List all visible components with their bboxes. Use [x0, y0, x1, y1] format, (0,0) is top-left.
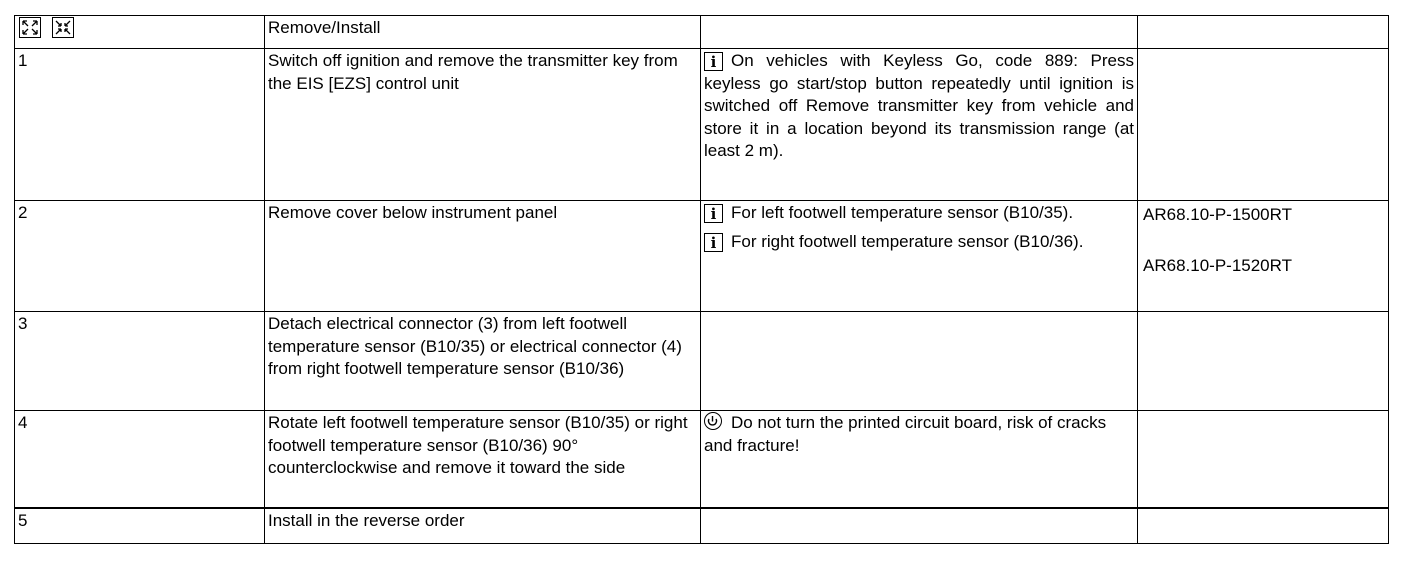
expand-icon[interactable] [19, 17, 41, 38]
table-row [15, 312, 1389, 411]
header-title: Remove/Install [265, 16, 701, 49]
step-refs [1138, 201, 1389, 312]
step-action: Remove cover below instrument panel [265, 201, 701, 312]
step-number: 3 [15, 312, 265, 411]
reference-link[interactable]: AR68.10-P-1520RT [1143, 255, 1292, 275]
header-refs-cell [1138, 16, 1389, 49]
note-text: Do not turn the printed circuit board, risk of cracks and fracture! [704, 413, 1107, 455]
note [704, 412, 1134, 457]
step-number: 5 [15, 508, 265, 544]
step-refs [1138, 312, 1389, 411]
note [704, 50, 1134, 163]
step-refs [1138, 49, 1389, 201]
step-refs [1138, 508, 1389, 544]
step-action: Rotate left footwell temperature sensor (B10/35) or right footwell temperature sensor (B10/36) 90° counterclockwise and remove it toward the side [265, 411, 701, 509]
reference-link[interactable]: AR68.10-P-1500RT [1143, 205, 1292, 224]
step-notes [701, 201, 1138, 312]
header-row [15, 16, 1389, 49]
step-action: Switch off ignition and remove the transmitter key from the EIS [EZS] control unit [265, 49, 701, 201]
header-notes-cell [701, 16, 1138, 49]
caution-icon [704, 412, 722, 430]
note-text: On vehicles with Keyless Go, code 889: Press keyless go start/stop button repeatedly until ignition is switched off Remove transmitter key from vehicle and store it in a location beyond its transmission range (at least 2 m). [704, 51, 1134, 160]
step-notes [701, 49, 1138, 201]
procedure-table [14, 15, 1389, 544]
info-icon: i [704, 233, 723, 252]
step-notes [701, 411, 1138, 509]
step-number: 4 [15, 411, 265, 509]
step-refs [1138, 411, 1389, 509]
step-notes [701, 508, 1138, 544]
step-action: Install in the reverse order [265, 508, 701, 544]
table-row [15, 49, 1389, 201]
note [704, 231, 1134, 254]
info-icon: i [704, 52, 723, 71]
table-row [15, 201, 1389, 312]
info-icon: i [704, 204, 723, 223]
step-action: Detach electrical connector (3) from left footwell temperature sensor (B10/35) or electrical connector (4) from right footwell temperature sensor (B10/36) [265, 312, 701, 411]
step-notes [701, 312, 1138, 411]
collapse-icon[interactable] [52, 17, 74, 38]
note [704, 202, 1134, 225]
step-number: 1 [15, 49, 265, 201]
table-row [15, 508, 1389, 544]
note-text: For left footwell temperature sensor (B10/35). [731, 203, 1074, 222]
note-text: For right footwell temperature sensor (B10/36). [731, 231, 1084, 251]
table-row [15, 411, 1389, 509]
header-icons-cell [15, 16, 265, 49]
step-number: 2 [15, 201, 265, 312]
